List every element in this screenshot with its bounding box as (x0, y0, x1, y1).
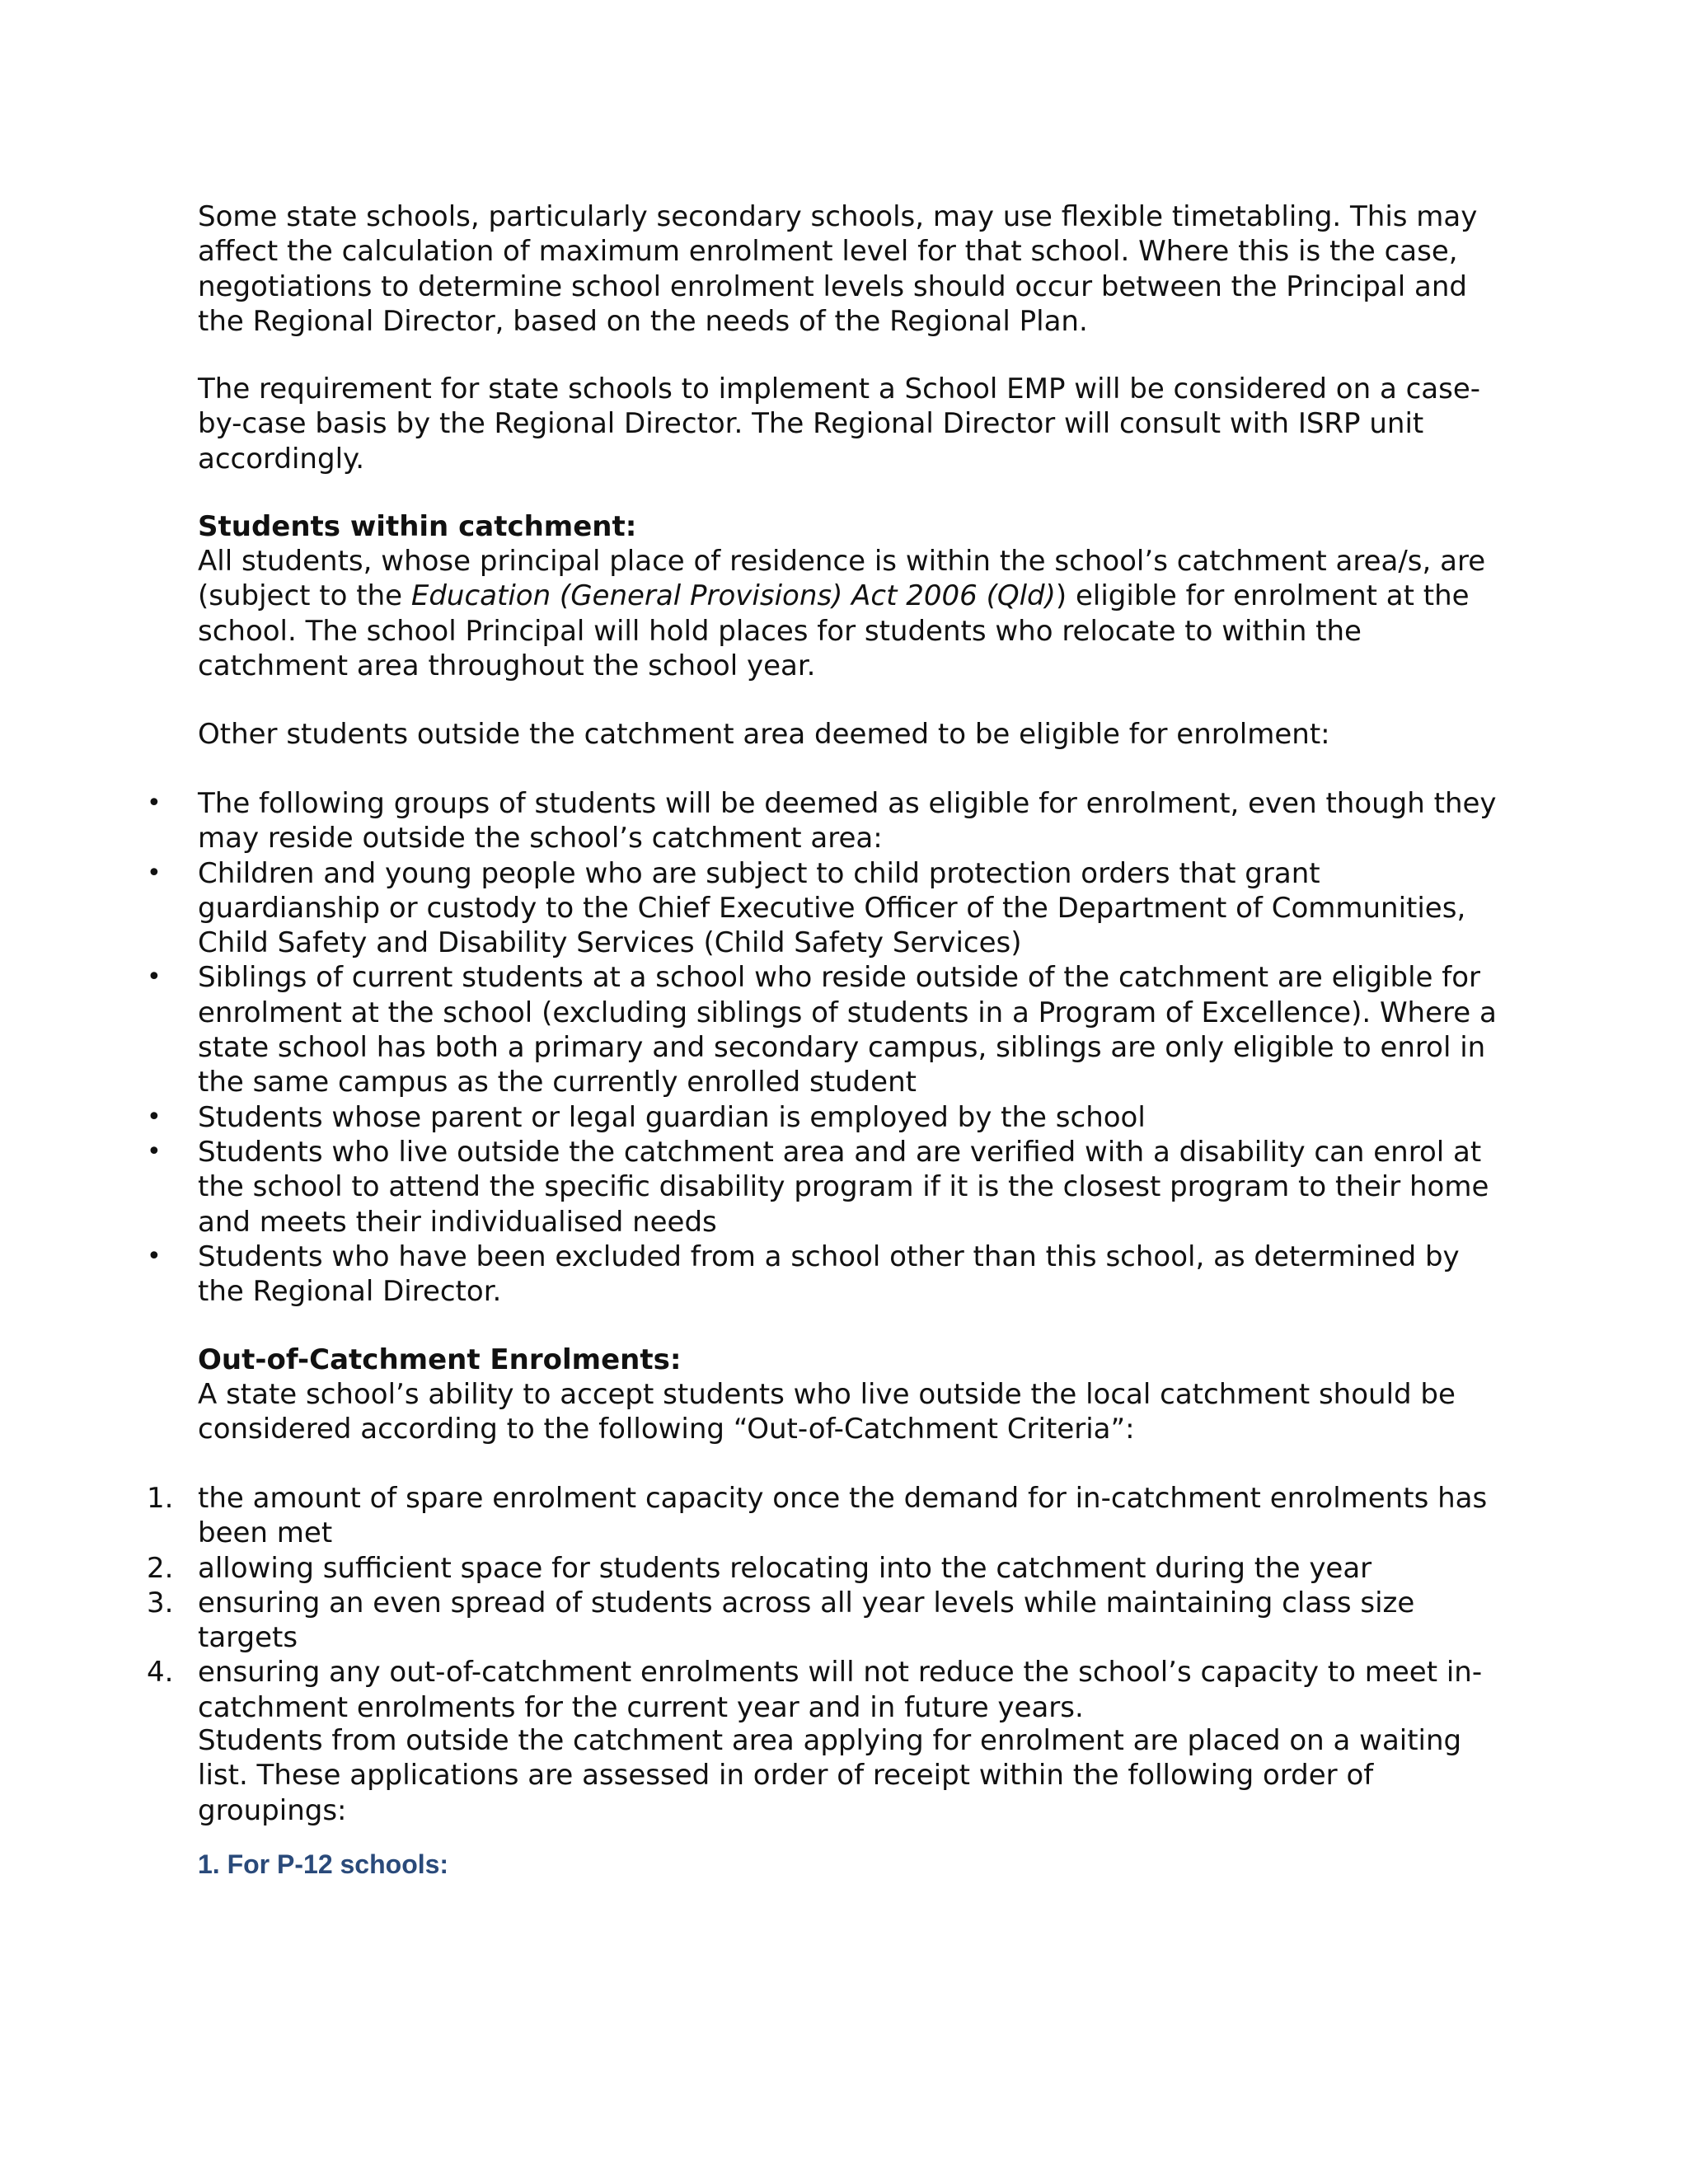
bullet-icon: • (147, 963, 162, 992)
subheading-p12-schools: 1. For P-12 schools: (198, 1849, 449, 1879)
heading-students-within-catchment: Students within catchment: (198, 510, 637, 543)
eligible-groups-list (147, 786, 1500, 1309)
list-item (147, 1586, 1500, 1656)
list-item (147, 856, 1500, 961)
list-item-number: 3. (147, 1586, 174, 1619)
list-item (147, 1240, 1500, 1310)
list-item (147, 960, 1500, 1099)
list-item-text: Children and young people who are subject to child protection orders that grant guardianship or custody to the Chief Executive Officer of the Department of Communities, Child Safety and Disability Services (Child Safety Services) (198, 856, 1466, 960)
list-item-text: ensuring an even spread of students across all year levels while maintaining class size targets (198, 1586, 1415, 1655)
bullet-icon: • (147, 1241, 162, 1271)
bullet-icon: • (147, 1102, 162, 1132)
list-item-text: the amount of spare enrolment capacity once the demand for in-catchment enrolments has been met (198, 1482, 1488, 1550)
list-item-text: ensuring any out-of-catchment enrolments will not reduce the school’s capacity to meet in-catchment enrolments for the current year and in future years. (198, 1656, 1483, 1724)
list-item-text: Students who live outside the catchment area and are verified with a disability can enrol at the school to attend the specific disability program if it is the closest program to their home and meets their individualised needs (198, 1135, 1489, 1239)
out-of-catchment-criteria-list (147, 1481, 1500, 1725)
list-item (147, 1551, 1500, 1586)
bullet-icon: • (147, 858, 162, 888)
list-item-text: The following groups of students will be deemed as eligible for enrolment, even though they may reside outside the school’s catchment area: (198, 787, 1497, 855)
act-name: Education (General Provisions) Act 2006 (Qld) (410, 579, 1056, 613)
list-item (147, 786, 1500, 856)
within-catchment-text-end: ) eligible for enrolment at the school. The school Principal will hold places for students who relocate to within the catchment area throughout the school year. (198, 579, 1470, 682)
paragraph-out-of-catchment-intro: A state school’s ability to accept students who live outside the local catchment should be considered according to the following “Out-of-Catchment Criteria”: (198, 1378, 1456, 1446)
list-item (147, 1100, 1500, 1135)
paragraph-school-emp: The requirement for state schools to implement a School EMP will be considered on a case-by-case basis by the Regional Director. The Regional Director will consult with ISRP unit accordingly. (198, 373, 1481, 476)
list-item-text: Students whose parent or legal guardian is employed by the school (198, 1100, 1146, 1134)
bullet-icon: • (147, 789, 162, 818)
paragraph-within-catchment (198, 544, 1500, 683)
list-item (147, 1135, 1500, 1240)
within-catchment-text-start: All students, whose principal place of residence is within the school’s catchment area/s, are (subject to the (198, 545, 1486, 613)
list-item-text: allowing sufficient space for students relocating into the catchment during the year (198, 1551, 1372, 1585)
list-item-text: Siblings of current students at a school who reside outside of the catchment are eligible for enrolment at the school (excluding siblings of students in a Program of Excellence). Where a state school has both a primary and secondary campus, siblings are only eligible to enrol in the same campus as the currently enrolled student (198, 961, 1497, 1099)
list-item-text: Students who have been excluded from a school other than this school, as determined by the Regional Director. (198, 1240, 1460, 1309)
list-item-number: 4. (147, 1656, 174, 1690)
list-item-number: 2. (147, 1551, 174, 1585)
heading-out-of-catchment: Out-of-Catchment Enrolments: (198, 1343, 682, 1376)
list-item-number: 1. (147, 1482, 174, 1515)
paragraph-waiting-list: Students from outside the catchment area applying for enrolment are placed on a waiting list. These applications are assessed in order of receipt within the following order of groupings: (198, 1724, 1462, 1827)
list-item (147, 1481, 1500, 1551)
paragraph-flexible-timetabling: Some state schools, particularly secondary schools, may use flexible timetabling. This may affect the calculation of maximum enrolment level for that school. Where this is the case, negotiations to determine school enrolment levels should occur between the Principal and the Regional Director, based on the needs of the Regional Plan. (198, 200, 1478, 338)
bullet-icon: • (147, 1137, 162, 1166)
paragraph-other-students-intro: Other students outside the catchment area deemed to be eligible for enrolment: (198, 718, 1330, 751)
list-item (147, 1655, 1500, 1725)
